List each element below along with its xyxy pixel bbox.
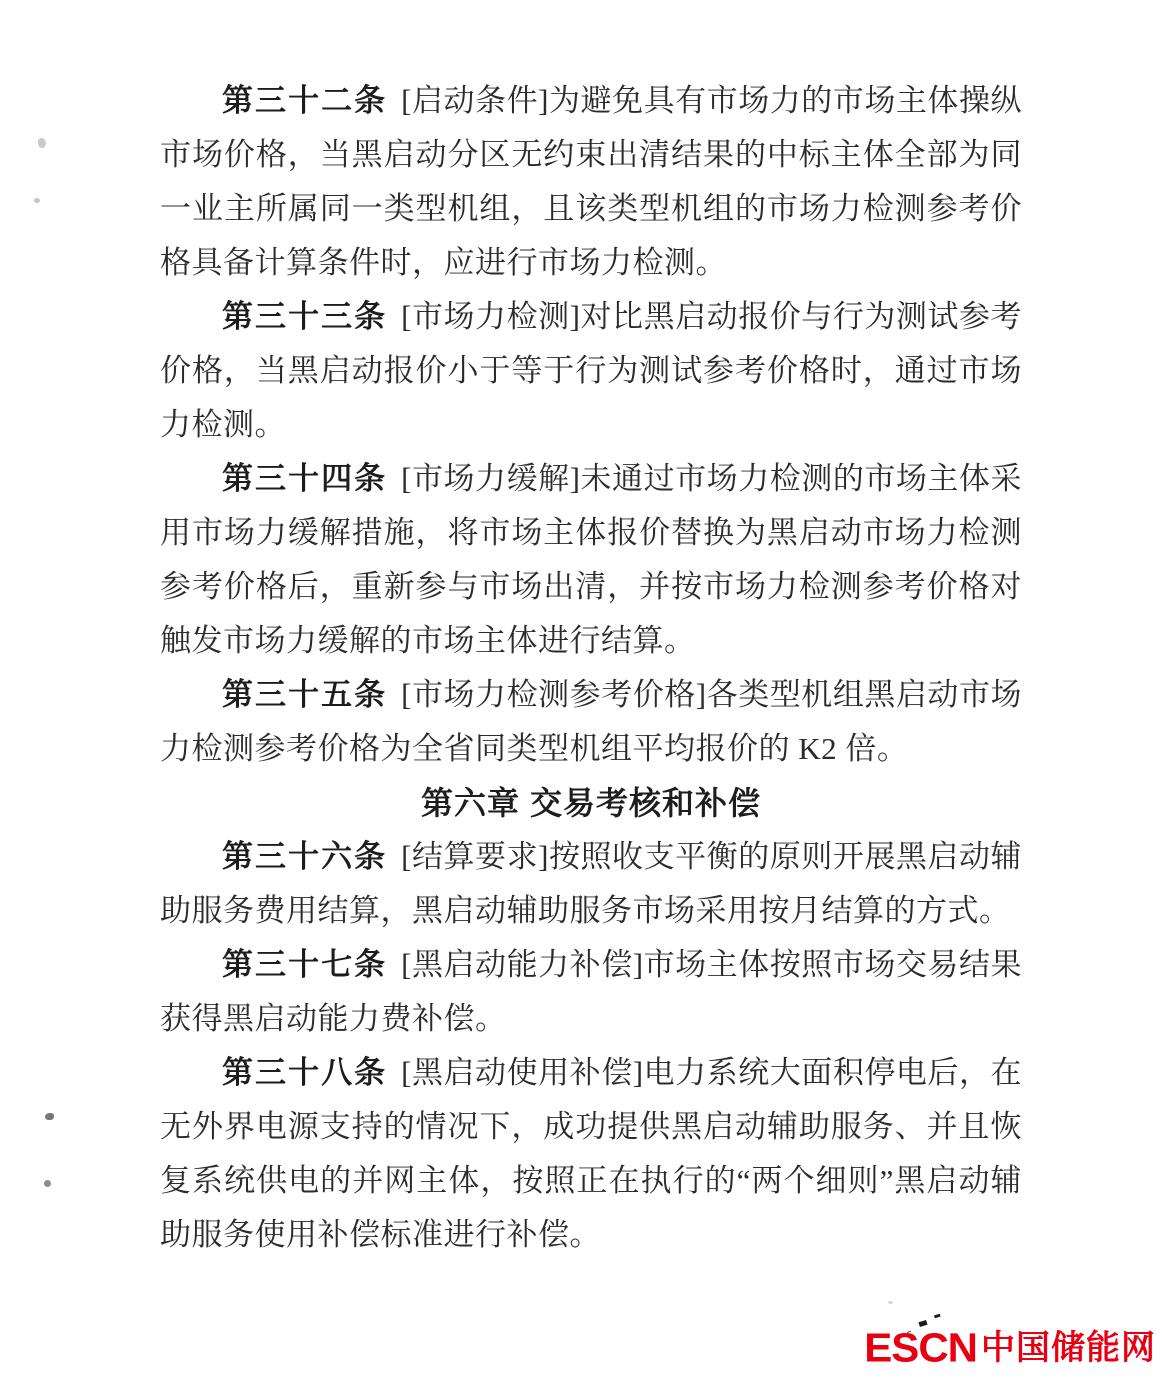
article-37-paragraph [160,938,1022,1046]
article-35-paragraph [160,668,1022,776]
article-33-number: 第三十三条 [222,299,388,334]
escn-watermark-logo [864,1324,1156,1371]
article-36-body: [结算要求]按照收支平衡的原则开展黑启动辅助服务费用结算，黑启动辅助服务市场采用按月结算的方式。 [160,839,1022,928]
article-34-paragraph [160,452,1022,668]
article-37-number: 第三十七条 [222,947,388,982]
article-32-body: [启动条件]为避免具有市场力的市场主体操纵市场价格，当黑启动分区无约束出清结果的中标主体全部为同一业主所属同一类型机组，且该类型机组的市场力检测参考价格具备计算条件时，应进行市场力检测。 [160,83,1022,280]
article-32-number: 第三十二条 [222,83,388,118]
article-33-paragraph [160,290,1022,452]
escn-latin-label: ESCN [864,1324,977,1371]
scan-speck [34,198,40,203]
article-38-number: 第三十八条 [222,1055,388,1090]
scan-speck [45,1113,54,1120]
chapter-6-heading: 第六章 交易考核和补偿 [421,785,761,821]
article-33-body: [市场力检测]对比黑启动报价与行为测试参考价格，当黑启动报价小于等于行为测试参考价格时，通过市场力检测。 [160,299,1022,442]
scan-speck [44,1180,51,1187]
scan-speck [38,138,46,148]
escn-cjk-label: 中国储能网 [981,1329,1156,1367]
article-34-body: [市场力缓解]未通过市场力检测的市场主体采用市场力缓解措施，将市场主体报价替换为黑启动市场力检测参考价格后，重新参与市场出清，并按市场力检测参考价格对触发市场力缓解的市场主体进行结算。 [160,461,1022,658]
escn-logo-text [864,1324,977,1371]
scan-speck [888,1301,893,1304]
article-36-paragraph [160,830,1022,938]
article-35-body: [市场力检测参考价格]各类型机组黑启动市场力检测参考价格为全省同类型机组平均报价的 K2 倍。 [160,677,1022,766]
article-37-body: [黑启动能力补偿]市场主体按照市场交易结果获得黑启动能力费补偿。 [160,947,1022,1036]
article-36-number: 第三十六条 [222,839,388,874]
document-text [160,74,1022,1262]
article-32-paragraph [160,74,1022,290]
article-38-paragraph [160,1046,1022,1262]
article-35-number: 第三十五条 [222,677,388,712]
article-38-body: [黑启动使用补偿]电力系统大面积停电后，在无外界电源支持的情况下，成功提供黑启动辅助服务、并且恢复系统供电的并网主体，按照正在执行的“两个细则”黑启动辅助服务使用补偿标准进行补偿。 [160,1055,1022,1252]
article-34-number: 第三十四条 [222,461,388,496]
